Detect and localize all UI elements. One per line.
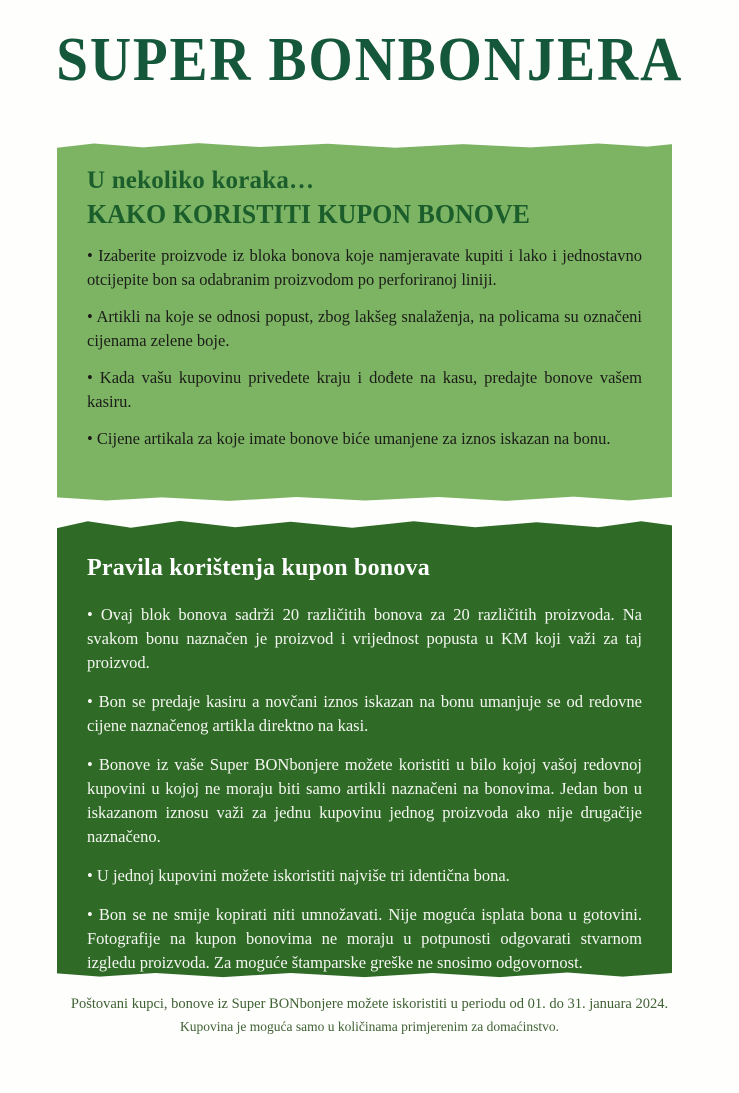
how-to-use-heading: KAKO KORISTITI KUPON BONOVE bbox=[87, 199, 530, 229]
list-item: • Izaberite proizvode iz bloka bonova koje namjeravate kupiti i lako i jednostavno otcijepite bon sa odabranim proizvodom po perforiranoj liniji. bbox=[87, 246, 642, 289]
list-item: • Bon se predaje kasiru a novčani iznos iskazan na bonu umanjuje se od redovne cijene naznačenog artikla direktno na kasi. bbox=[87, 692, 642, 735]
how-to-use-content bbox=[57, 142, 672, 502]
list-item: • Artikli na koje se odnosi popust, zbog lakšeg snalaženja, na policama su označeni cijenama zelene boje. bbox=[87, 307, 642, 350]
list-item: • Bon se ne smije kopirati niti umnožavati. Nije moguća isplata bona u gotovini. Fotografije na kupon bonovima ne moraju u potpunosti odgovarati stvarnom izgledu proizvoda. Za moguće štamparske greške ne snosimo odgovornost. bbox=[87, 905, 642, 972]
list-item: • Bonove iz vaše Super BONbonjere možete koristiti u bilo kojoj vašoj redovnoj kupovini u kojoj ne moraju biti samo artikli naznačeni na bonovima. Jedan bon u iskazanom iznosu važi za jednu kupovinu jednog proizvoda ako nije drugačije naznačeno. bbox=[87, 755, 642, 846]
page-title: SUPER BONBONJERA bbox=[56, 26, 683, 94]
footer-validity-text: Poštovani kupci, bonove iz Super BONbonjere možete iskoristiti u periodu od 01. do 31. januara 2024. bbox=[70, 996, 669, 1012]
footer bbox=[0, 994, 739, 1037]
footer-quantity-note: Kupovina je moguća samo u količinama primjerenim za domaćinstvo. bbox=[179, 1019, 560, 1034]
rules-bullet-list bbox=[87, 603, 642, 975]
rules-content bbox=[57, 519, 672, 978]
list-item: • Cijene artikala za koje imate bonove biće umanjene za iznos iskazan na bonu. bbox=[87, 429, 611, 448]
how-to-use-kicker: U nekoliko koraka… bbox=[87, 167, 315, 194]
list-item: • Kada vašu kupovinu privedete kraju i dođete na kasu, predajte bonove vašem kasiru. bbox=[87, 368, 642, 411]
how-to-use-bullet-list bbox=[87, 244, 642, 451]
page-title-container bbox=[0, 26, 739, 94]
rules-heading: Pravila korištenja kupon bonova bbox=[87, 555, 430, 581]
list-item: • Ovaj blok bonova sadrži 20 različitih bonova za 20 različitih proizvoda. Na svakom bonu naznačen je proizvod i vrijednost popusta u KM koji važi za taj proizvod. bbox=[87, 605, 642, 672]
list-item: • U jednoj kupovini možete iskoristiti najviše tri identična bona. bbox=[87, 866, 510, 885]
rules-section bbox=[57, 519, 672, 978]
how-to-use-section bbox=[57, 142, 672, 502]
